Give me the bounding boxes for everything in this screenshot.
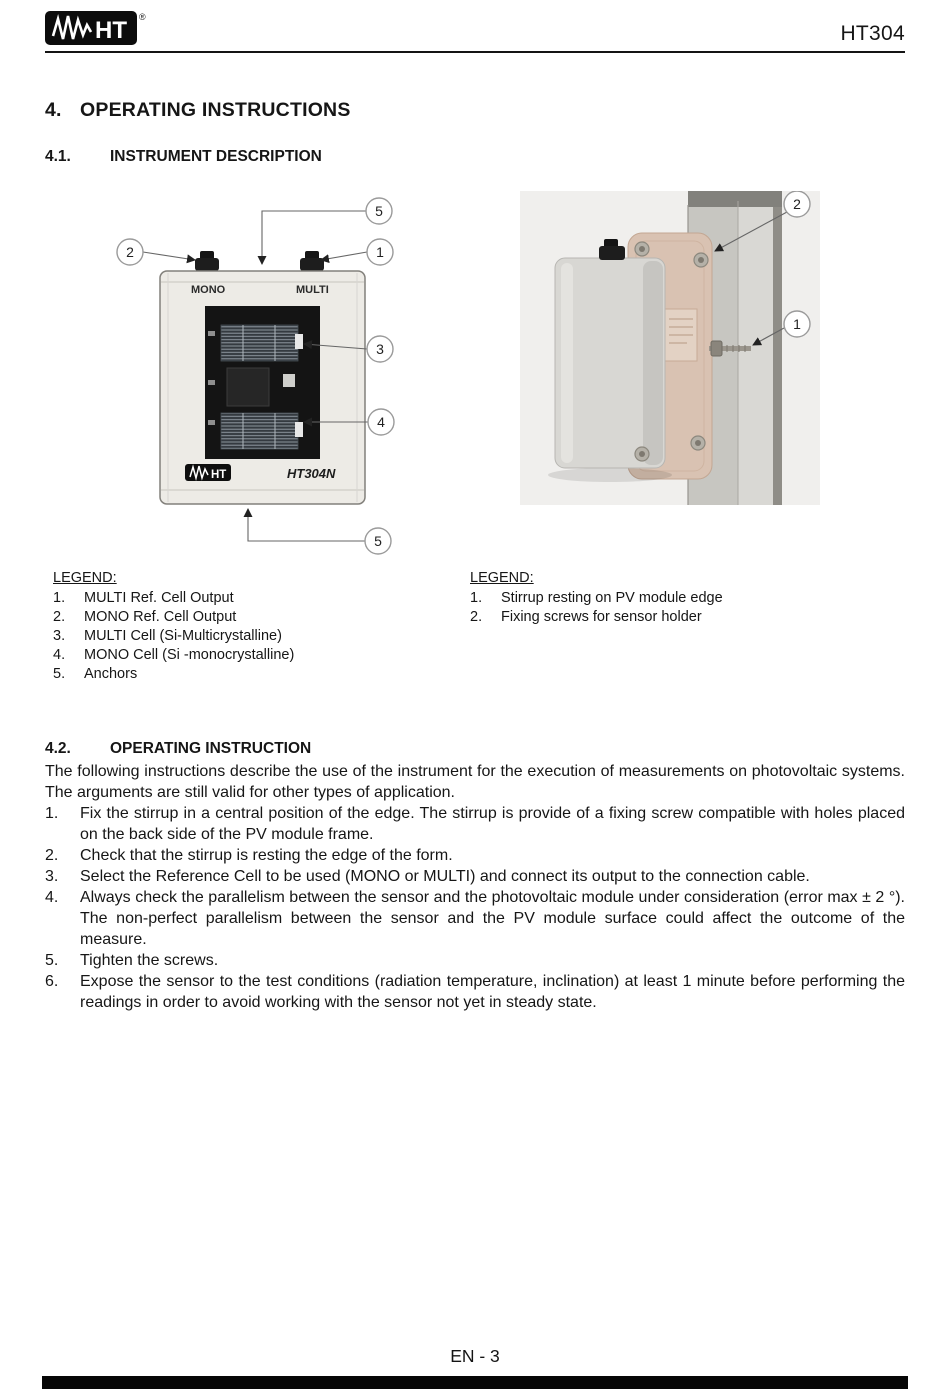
section-42-heading xyxy=(45,740,905,758)
svg-text:2: 2 xyxy=(126,244,134,260)
figure-instrument-front xyxy=(105,194,445,566)
legend-item: 5. Anchors xyxy=(53,666,138,682)
legend-item: 1. MULTI Ref. Cell Output xyxy=(53,590,234,606)
multi-cell-terminal xyxy=(295,334,303,349)
mono-output-connector-icon xyxy=(195,251,219,271)
svg-text:3: 3 xyxy=(376,341,384,357)
mono-cell-terminal xyxy=(295,422,303,437)
step-item: 5. Tighten the screws. xyxy=(45,952,219,969)
sensor-body-side xyxy=(555,258,665,468)
svg-text:2: 2 xyxy=(793,196,801,212)
callout-anchors-top xyxy=(366,198,392,224)
section-4-heading xyxy=(45,99,905,122)
step-item: 4. Always check the parallelism between the sensor and the photovoltaic module under consideration (error max ± 2 °). The non-perfect parallelism between the sensor and the PV module surface could affect the outcome of the measure. xyxy=(45,889,905,948)
mono-cell xyxy=(221,413,298,449)
callout-multi-output xyxy=(367,239,393,265)
callout-anchors-bottom xyxy=(365,528,391,554)
section-number: 4.2. xyxy=(45,740,71,757)
section-number: 4. xyxy=(45,99,62,121)
legend-title: LEGEND: xyxy=(470,570,534,586)
brand-text: HT xyxy=(211,469,227,481)
section-title: OPERATING INSTRUCTION xyxy=(110,740,312,757)
step-item: 3. Select the Reference Cell to be used (MONO or MULTI) and connect its output to the connection cable. xyxy=(45,868,810,885)
svg-text:5: 5 xyxy=(375,203,383,219)
legend-item: 2. MONO Ref. Cell Output xyxy=(53,609,237,625)
legend-front xyxy=(45,569,470,684)
section-title: OPERATING INSTRUCTIONS xyxy=(80,99,351,121)
callout-fixing-screws xyxy=(784,191,810,217)
svg-text:1: 1 xyxy=(376,244,384,260)
step-item: 1. Fix the stirrup in a central position of the edge. The stirrup is provide of a fixing screw compatible with holes placed on the back side of the PV module frame. xyxy=(45,805,905,843)
legend-item: 1. Stirrup resting on PV module edge xyxy=(470,590,723,606)
page-header xyxy=(45,0,905,53)
registered-mark-icon: ® xyxy=(139,12,146,22)
section-41-heading xyxy=(45,148,905,166)
step-item: 6. Expose the sensor to the test conditions (radiation temperature, inclination) at least 1 minute before performing the readings in order to avoid working with the sensor not yet in steady state. xyxy=(45,973,905,1011)
logo-text: HT xyxy=(95,17,127,44)
footer-bar xyxy=(42,1376,908,1389)
legend-item: 4. MONO Cell (Si -monocrystalline) xyxy=(53,647,295,663)
plate-printed-label xyxy=(665,309,697,361)
callout-multi-cell xyxy=(367,336,393,362)
legend-item: 3. MULTI Cell (Si-Multicrystalline) xyxy=(53,628,282,644)
operating-intro: The following instructions describe the use of the instrument for the execution of measurements on photovoltaic systems. The arguments are still valid for other types of application. xyxy=(45,763,905,801)
operating-steps xyxy=(45,803,905,1013)
label-multi: MULTI xyxy=(296,284,329,296)
doc-code: HT304 xyxy=(840,22,905,45)
label-mono: MONO xyxy=(191,284,226,296)
multi-cell xyxy=(221,325,298,361)
svg-text:4: 4 xyxy=(377,414,385,430)
step-item: 2. Check that the stirrup is resting the edge of the form. xyxy=(45,847,453,864)
svg-text:1: 1 xyxy=(793,316,801,332)
multi-output-connector-icon xyxy=(300,251,324,271)
section-title: INSTRUMENT DESCRIPTION xyxy=(110,148,322,165)
svg-text:5: 5 xyxy=(374,533,382,549)
ht-logo-small xyxy=(185,464,231,481)
callout-mono-output xyxy=(117,239,143,265)
section-number: 4.1. xyxy=(45,148,71,165)
model-text: HT304N xyxy=(287,466,336,481)
cell-panel xyxy=(205,306,320,459)
legend-mounted xyxy=(470,569,723,684)
callout-stirrup xyxy=(784,311,810,337)
legends-row xyxy=(45,569,905,684)
callout-mono-cell xyxy=(368,409,394,435)
ht-logo xyxy=(45,8,151,48)
legend-title: LEGEND: xyxy=(53,570,117,586)
figure-sensor-mounted xyxy=(505,191,835,511)
figures-row xyxy=(45,194,905,569)
legend-item: 2. Fixing screws for sensor holder xyxy=(470,609,702,625)
page-number: EN - 3 xyxy=(450,1346,500,1366)
